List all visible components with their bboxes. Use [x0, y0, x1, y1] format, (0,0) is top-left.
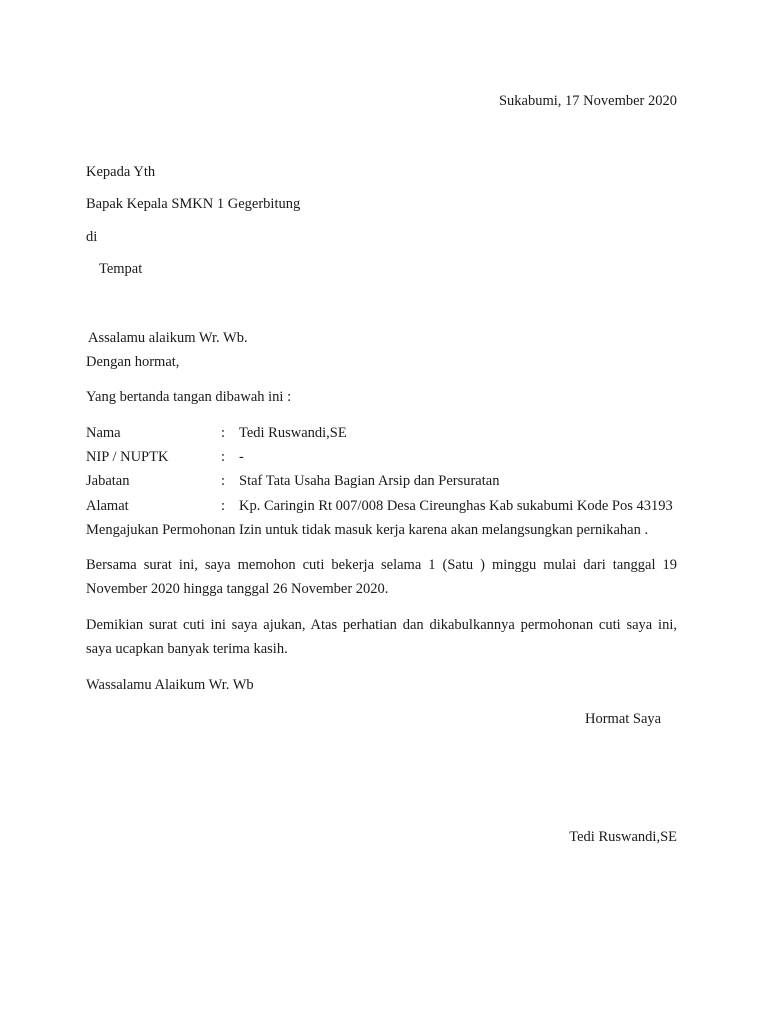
- intro-text: Yang bertanda tangan dibawah ini :: [86, 389, 292, 405]
- identity-label: NIP / NUPTK: [86, 449, 169, 465]
- signature-greeting: Hormat Saya: [585, 711, 662, 727]
- identity-colon: :: [221, 449, 226, 465]
- recipient-line-4: Tempat: [99, 261, 143, 277]
- islamic-greeting: Assalamu alaikum Wr. Wb.: [88, 330, 248, 346]
- identity-value: Tedi Ruswandi,SE: [239, 425, 347, 441]
- identity-label: Alamat: [86, 498, 129, 514]
- body-paragraph-1: Bersama surat ini, saya memohon cuti bekerja selama 1 (Satu ) minggu mulai dari tanggal 19 November 2020 hingga tanggal 26 November 2020.: [86, 557, 677, 597]
- identity-value: -: [239, 449, 244, 465]
- identity-colon: :: [221, 498, 226, 514]
- request-statement: Mengajukan Permohonan Izin untuk tidak masuk kerja karena akan melangsungkan pernikahan .: [86, 522, 649, 538]
- identity-colon: :: [221, 425, 226, 441]
- identity-label: Jabatan: [86, 473, 130, 489]
- recipient-line-2: Bapak Kepala SMKN 1 Gegerbitung: [86, 196, 301, 212]
- identity-value: Staf Tata Usaha Bagian Arsip dan Persuratan: [239, 473, 500, 489]
- body-paragraph-2: Demikian surat cuti ini saya ajukan, Atas perhatian dan dikabulkannya permohonan cuti saya ini, saya ucapkan banyak terima kasih.: [86, 617, 677, 657]
- place-date: Sukabumi, 17 November 2020: [498, 93, 677, 109]
- recipient-line-1: Kepada Yth: [86, 164, 156, 180]
- recipient-line-3: di: [86, 229, 98, 245]
- identity-value: Kp. Caringin Rt 007/008 Desa Cireunghas Kab sukabumi Kode Pos 43193: [239, 498, 673, 514]
- salutation: Dengan hormat,: [86, 354, 180, 370]
- signature-name: Tedi Ruswandi,SE: [569, 829, 677, 845]
- closing-greeting: Wassalamu Alaikum Wr. Wb: [86, 677, 254, 693]
- identity-label: Nama: [86, 425, 121, 441]
- identity-colon: :: [221, 473, 226, 489]
